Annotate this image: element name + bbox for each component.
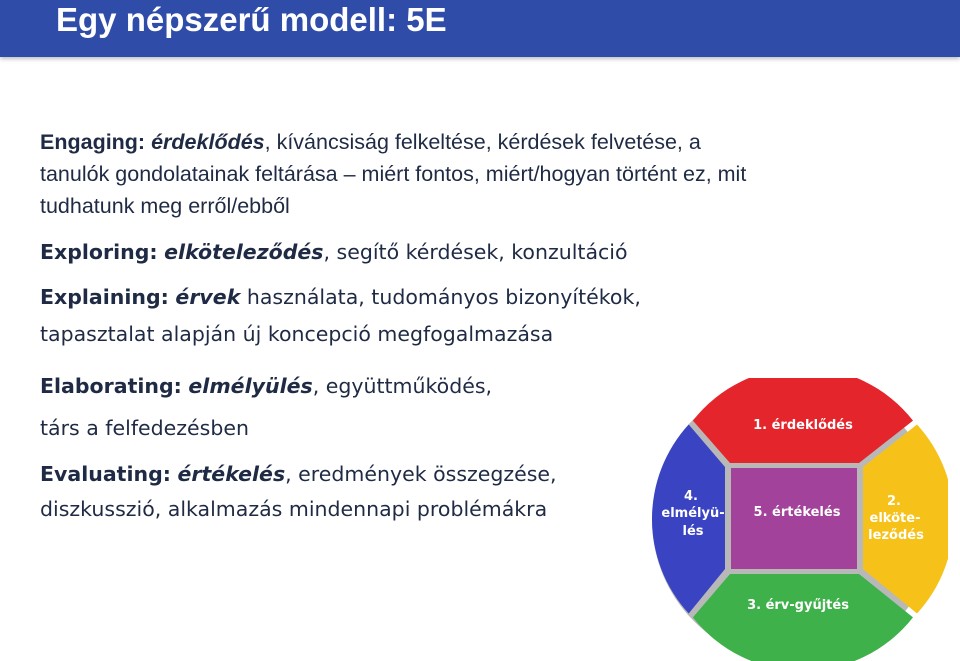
label-bottom: 3. érv-gyűjtés	[747, 598, 849, 613]
explaining-line-1-rest: használata, tudományos bizonyítékok,	[240, 285, 641, 309]
elaborating-keyword: elmélyülés	[188, 374, 313, 398]
label-left-3: lés	[682, 524, 704, 539]
engaging-line-3: tudhatunk meg erről/ebből	[40, 194, 290, 218]
evaluating-line-2: diszkusszió, alkalmazás mindennapi problémákra	[40, 497, 548, 521]
engaging-line-2: tanulók gondolatainak feltárása – miért fontos, miért/hogyan történt ez, mit	[40, 162, 747, 186]
exploring-keyword: elköteleződés	[164, 240, 324, 264]
paragraph-engaging	[40, 126, 900, 222]
explaining-keyword: érvek	[175, 285, 241, 309]
explaining-term: Explaining:	[40, 285, 169, 309]
paragraph-exploring	[40, 236, 900, 268]
label-center: 5. értékelés	[753, 505, 841, 520]
slide-title: Egy népszerű modell: 5E	[56, 1, 447, 38]
elaborating-line-1-rest: , együttműködés,	[312, 374, 493, 398]
exploring-line-1	[40, 236, 900, 268]
label-top: 1. érdeklődés	[753, 418, 853, 433]
evaluating-keyword: értékelés	[177, 462, 286, 486]
explaining-line-1	[40, 279, 900, 316]
engaging-keyword: érdeklődés	[151, 130, 265, 154]
explaining-line-2: tapasztalat alapján új koncepció megfogalmazása	[40, 322, 554, 346]
evaluating-line-1-rest: , eredmények összegzése,	[285, 462, 557, 486]
elaborating-line-2: társ a felfedezésben	[40, 416, 249, 440]
engaging-term: Engaging:	[40, 130, 146, 154]
engaging-line-1	[40, 126, 900, 158]
label-right-3: leződés	[868, 528, 924, 543]
evaluating-term: Evaluating:	[40, 462, 171, 486]
exploring-term: Exploring:	[40, 240, 158, 264]
exploring-rest: , segítő kérdések, konzultáció	[323, 240, 628, 264]
paragraph-explaining	[40, 279, 900, 353]
elaborating-term: Elaborating:	[40, 374, 182, 398]
label-right-2: elköte-	[869, 511, 921, 526]
label-left-2: elmélyü-	[661, 506, 725, 521]
5e-cycle-diagram	[638, 378, 948, 661]
label-left-1: 4.	[684, 489, 698, 504]
label-right-1: 2.	[887, 494, 901, 509]
engaging-line-1-rest: , kíváncsiság felkeltése, kérdések felvetése, a	[264, 130, 701, 154]
title-bar	[0, 0, 960, 57]
